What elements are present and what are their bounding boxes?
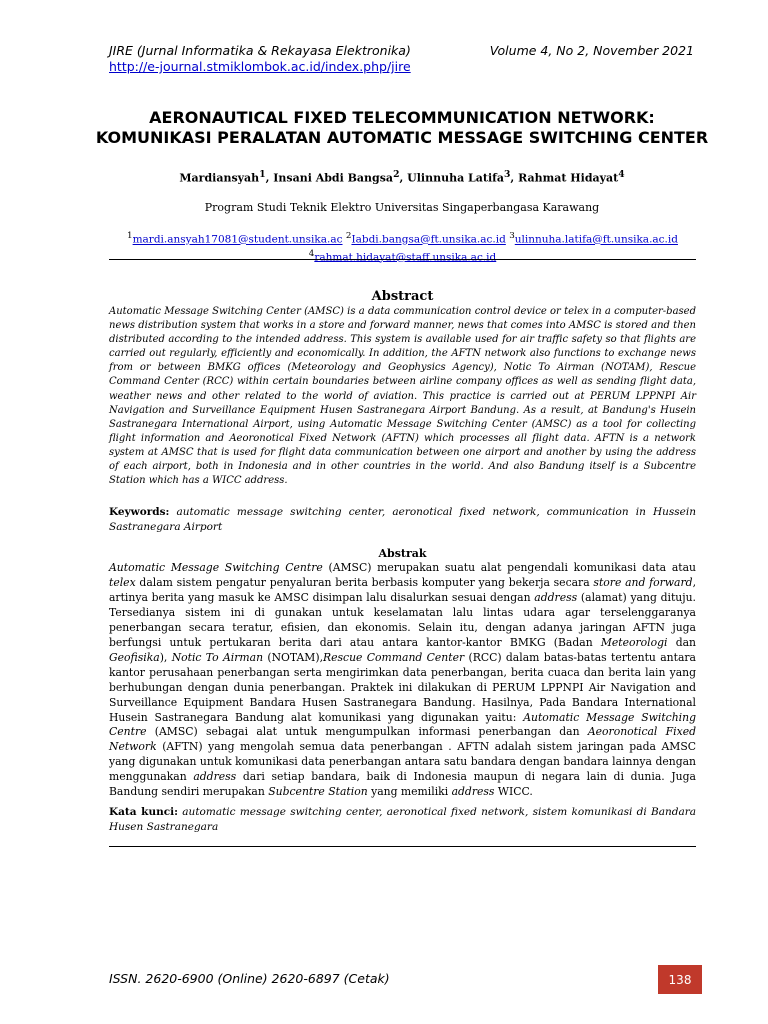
abstrak-italic-term: Automatic Message Switching Centre: [109, 710, 696, 739]
abstract-heading: Abstract: [371, 289, 434, 304]
abstrak-italic-term: store and forward: [593, 575, 693, 589]
email-link[interactable]: mardi.ansyah17081@student.unsika.ac: [132, 233, 343, 246]
abstrak-italic-term: address: [534, 590, 578, 604]
author-name: Insani Abdi Bangsa: [273, 171, 394, 185]
abstrak-text-run: yang memiliki: [367, 785, 452, 799]
abstrak-italic-term: telex: [109, 575, 136, 589]
abstract-text: Automatic Message Switching Center (AMSC) is a data communication control device or telex in a computer-based news distribution system that works in a store and forward manner, news that comes into AMSC is stored and then distributed according to the intended address. This system is available used for air traffic safety so that flights are carried out regularly, efficiently and economically. In addition, the AFTN network also functions to exchange news from or between BMKG offices (Meteorology and Geophysics Agency), Notic To Airman (NOTAM), Rescue Command Center (RCC) within certain boundaries between airline company offices as well as sending flight data, weather news and other related to the world of aviation. This practice is carried out at PERUM LPPNPI Air Navigation and Surveillance Equipment Husen Sastranegara Airport Bandung. As a result, at Bandung's Husein Sastranegara International Airport, using Automatic Message Switching Center (AMSC) as a tool for collecting flight information and Aeoronotical Fixed Network (AFTN) which processes all flight data. AFTN is a network system at AMSC that is used for flight data communication between one airport and another by using the address of each airport, both in Indonesia and in other countries in the world. And also Bandung itself is a Subcentre Station which has a WICC address.: [109, 306, 696, 487]
footer-issn: ISSN. 2620-6900 (Online) 2620-6897 (Cetak): [109, 971, 390, 986]
abstrak-italic-term: Notic To Airman: [171, 650, 264, 664]
abstrak-text: [109, 561, 696, 800]
kata-kunci-text: automatic message switching center, aeronotical fixed network, sistem komunikasi di Bandara Husen Sastranegara: [109, 806, 697, 833]
keywords-label: Keywords:: [109, 506, 170, 518]
email-mark: 4: [308, 248, 315, 259]
divider-top: [109, 259, 696, 260]
email-link[interactable]: Iabdi.bangsa@ft.unsika.ac.id: [351, 233, 506, 246]
abstrak-text-run: (AMSC) sebagai alat untuk mengumpulkan informasi penerbangan dan: [146, 725, 588, 739]
author-affiliation-mark: 2: [393, 169, 400, 180]
abstrak-italic-term: Subcentre Station: [268, 785, 368, 799]
abstrak-text-run: (RCC) dalam batas-batas tertentu antara kantor perusahaan penerbangan serta mengirimkan data penerbangan, berita cuaca dan berita lain yang berhubungan dengan dunia penerbangan. Praktek ini dilakukan di PERUM LPPNPI Air Navigation and Surveillance Equipment Bandara Husen Sastranegara Bandung. Hasilnya, Pada Bandara International Husein Sastranegara Bandung alat komunikasi yang digunakan yaitu:: [109, 650, 696, 724]
abstrak-italic-term: address: [193, 770, 237, 784]
page-number-badge: 138: [658, 965, 702, 994]
paper-title: [90, 108, 714, 148]
author-affiliation-mark: 4: [618, 169, 625, 180]
kata-kunci: [109, 805, 696, 834]
divider-bottom: [109, 846, 696, 847]
kata-kunci-label: Kata kunci:: [109, 806, 178, 818]
abstrak-text-run: dan: [667, 635, 696, 649]
abstrak-italic-term: Meteorologi: [600, 635, 668, 649]
abstrak-italic-term: Automatic Message Switching Centre: [109, 561, 323, 574]
abstrak-text-run: dalam sistem pengatur penyaluran berita berbasis komputer yang bekerja secara: [135, 575, 594, 589]
email-link[interactable]: ulinnuha.latifa@ft.unsika.ac.id: [514, 233, 678, 246]
abstrak-italic-term: Aeoronotical Fixed Network: [109, 725, 696, 754]
keywords: [109, 505, 696, 534]
email-mark: 3: [509, 231, 515, 241]
author-affiliation-mark: 3: [504, 169, 511, 180]
abstrak-italic-term: Rescue Command Center: [323, 650, 465, 664]
abstrak-text-run: ),: [159, 650, 172, 664]
paper-title-line-1: AERONAUTICAL FIXED TELECOMMUNICATION NETWORK:: [149, 108, 655, 127]
keywords-text: automatic message switching center, aeronotical fixed network, communication in Hussein Sastranegara Airport: [109, 506, 696, 533]
email-mark: 1: [127, 231, 133, 241]
author-affiliation-mark: 1: [259, 169, 266, 180]
author-name: Mardiansyah: [179, 171, 260, 185]
author-name: Ulinnuha Latifa: [407, 171, 505, 185]
paper-title-line-2: KOMUNIKASI PERALATAN AUTOMATIC MESSAGE SWITCHING CENTER: [95, 128, 709, 147]
abstrak-italic-term: Geofisika: [109, 650, 160, 664]
abstrak-text-run: (alamat) yang dituju. Tersedianya sistem ini di gunakan untuk keselamatan lalu lintas udara agar terselenggaranya penerbangan secara teratur, efisien, dan ekonomis. Selain itu, dengan adanya jaringan AFTN juga berfungsi untuk pertukaran berita dari atau antara kantor-kantor BMKG (Badan: [109, 590, 696, 649]
abstrak-text-run: (NOTAM),: [263, 650, 323, 664]
journal-name: JIRE (Jurnal Informatika & Rekayasa Elektronika): [109, 43, 411, 58]
abstrak-text-run: WICC.: [494, 785, 533, 799]
author-name: Rahmat Hidayat: [518, 171, 619, 185]
abstrak-text-run: dari setiap bandara, baik di Indonesia maupun di negara lain di dunia. Juga Bandung sendiri merupakan: [109, 770, 696, 799]
journal-volume: Volume 4, No 2, November 2021: [489, 43, 694, 58]
abstrak-heading: Abstrak: [378, 547, 427, 560]
email-link[interactable]: rahmat.hidayat@staff.unsika.ac.id: [314, 251, 497, 263]
email-mark: 2: [345, 231, 352, 241]
affiliation: Program Studi Teknik Elektro Universitas Singaperbangasa Karawang: [204, 201, 600, 214]
abstrak-text-run: (AFTN) yang mengolah semua data penerbangan . AFTN adalah sistem jaringan pada AMSC yang digunakan untuk komunikasi data penerbangan antara satu bandara dengan bandara lainnya dengan menggunakan: [109, 740, 696, 784]
abstrak-text-run: (AMSC) merupakan suatu alat pengendali komunikasi data atau: [322, 561, 696, 574]
journal-url-link[interactable]: http://e-journal.stmiklombok.ac.id/index.php/jire: [109, 59, 411, 74]
author-list: Mardiansyah$^1$, Insani Abdi Bangsa$^2$, Ulinnuha Latifa$^3$, Rahmat Hidayat$^4$: [179, 169, 625, 185]
abstrak-italic-term: address: [451, 785, 495, 799]
abstrak-text-run: , artinya berita yang masuk ke AMSC disimpan lalu disalurkan sesuai dengan: [109, 575, 696, 604]
